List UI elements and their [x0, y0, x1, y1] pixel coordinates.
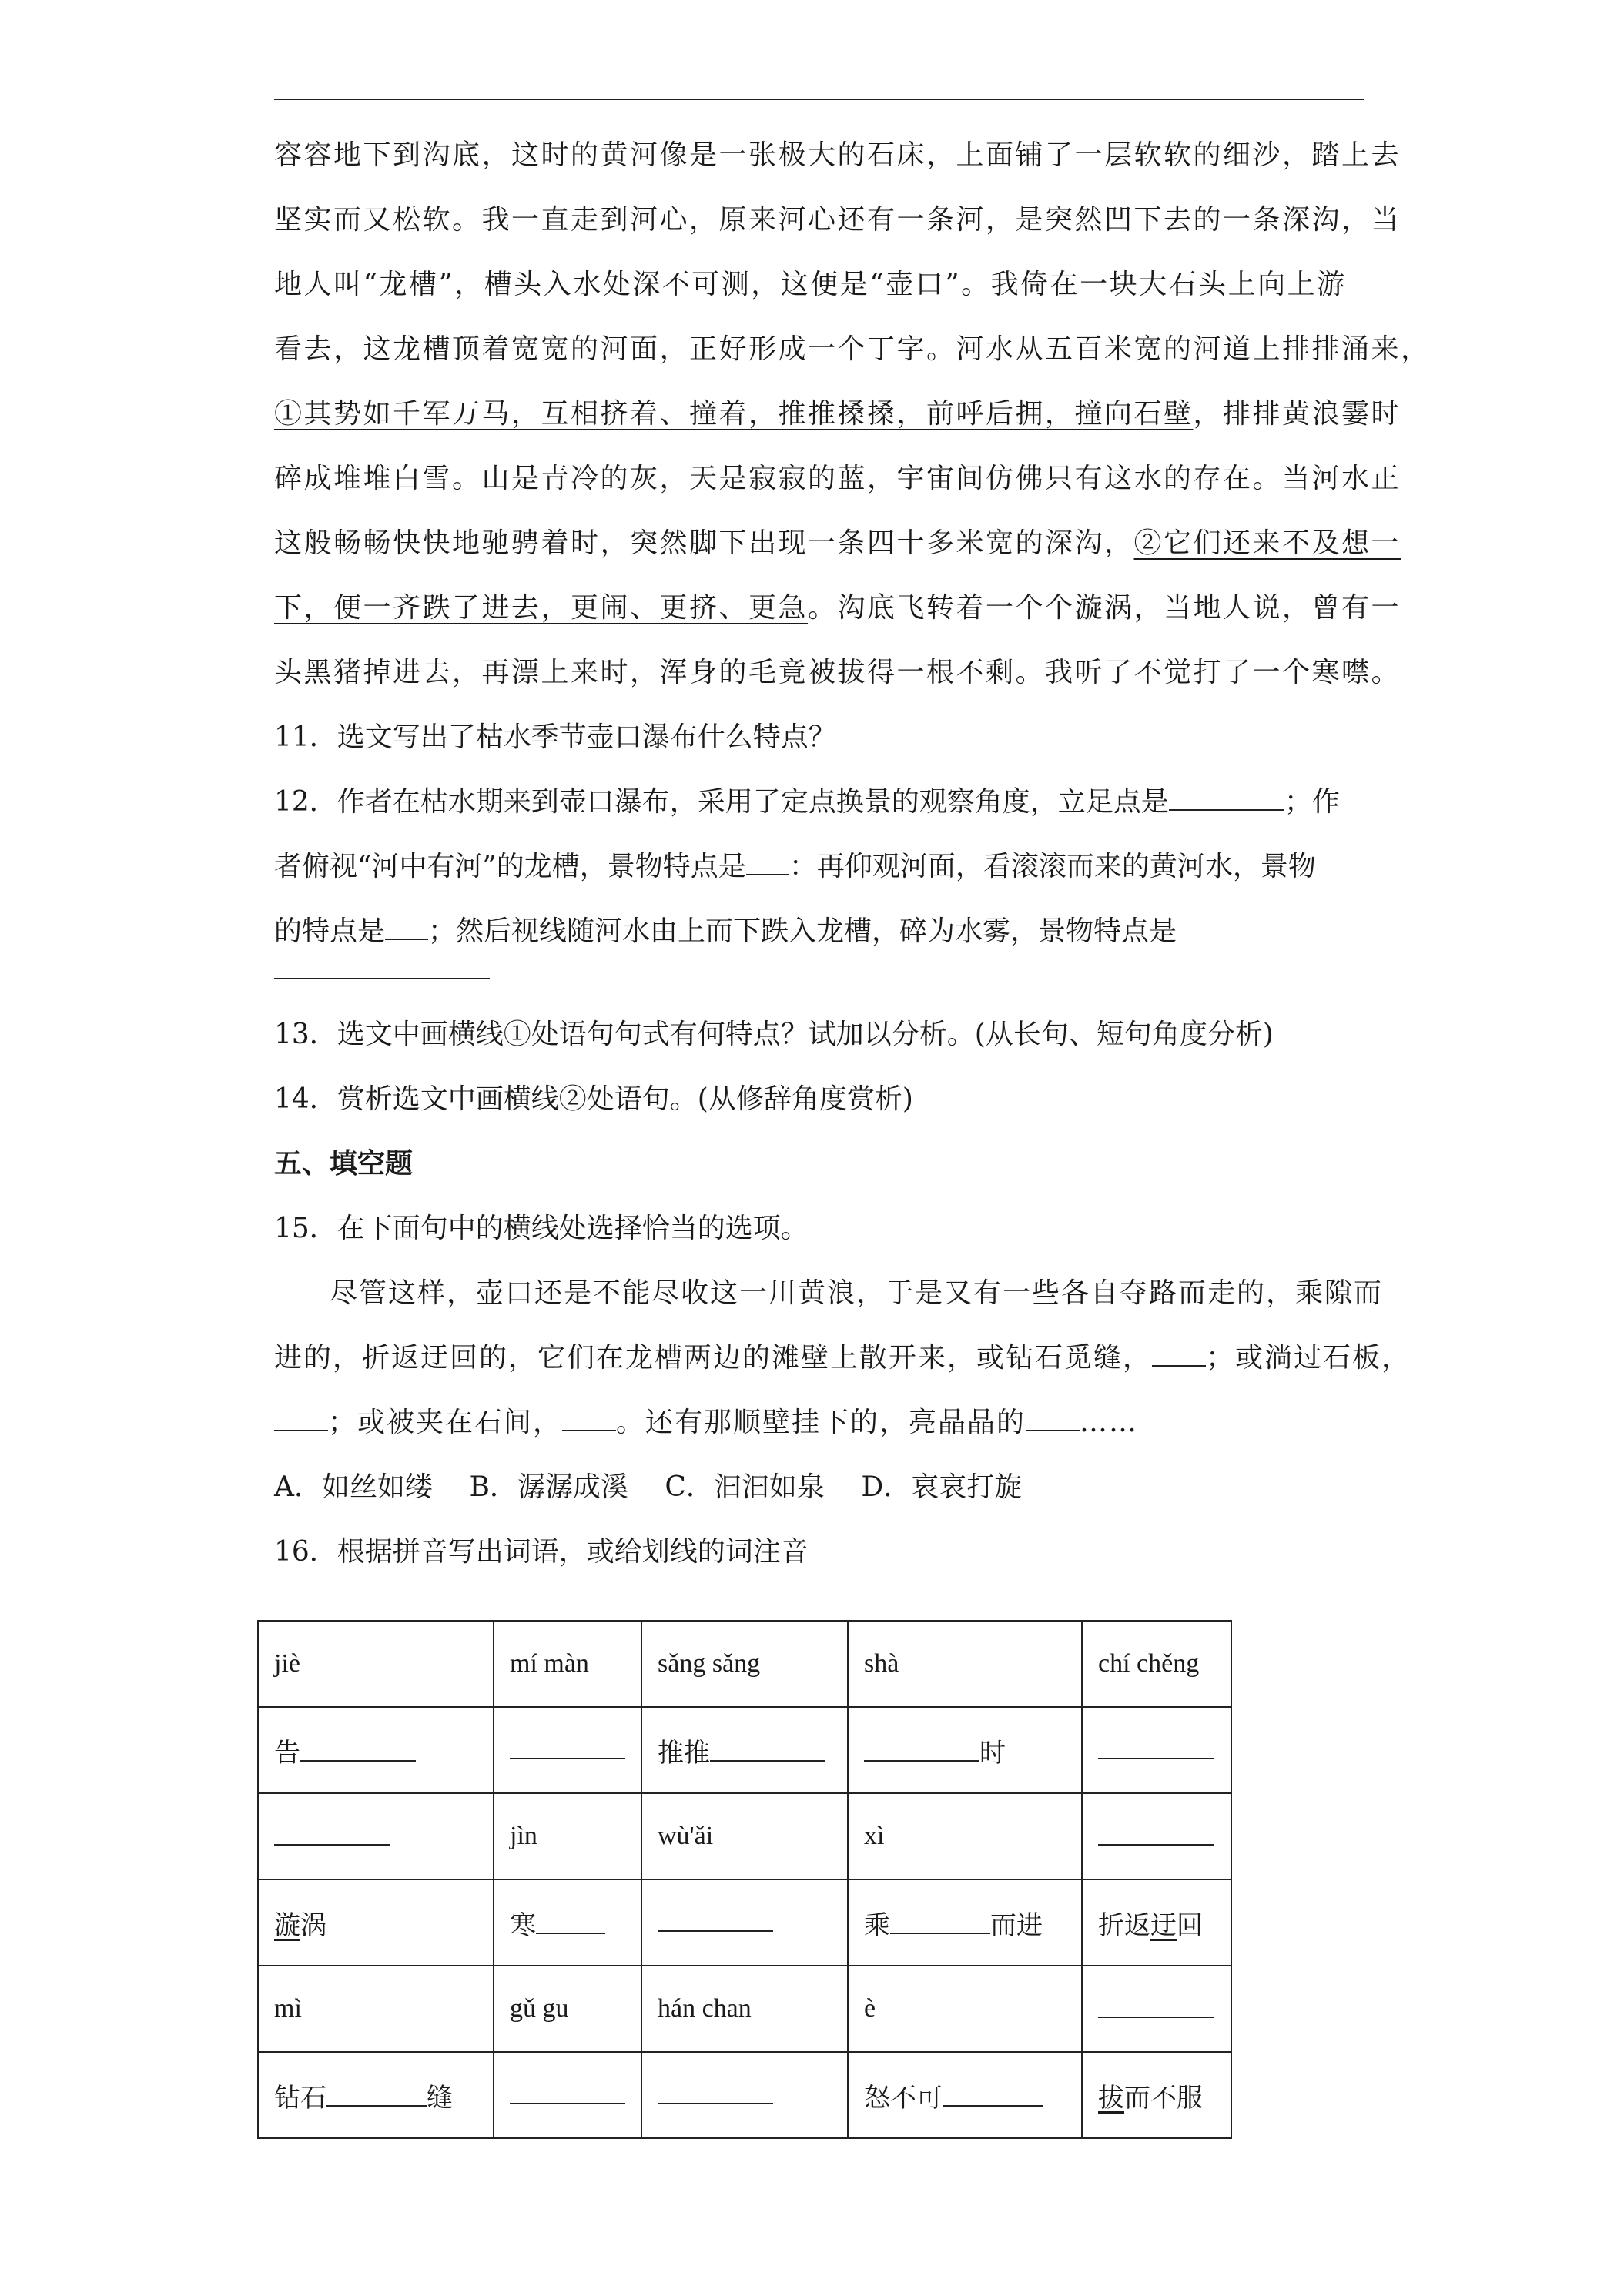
option-c[interactable]: C．汩汩如泉 — [665, 1471, 825, 1503]
answer-blank[interactable] — [1098, 1993, 1214, 2018]
table-cell[interactable]: 寒 — [494, 1879, 641, 1966]
table-row — [258, 1621, 1231, 1707]
question-14: 14．赏析选文中画横线②处语句。(从修辞角度赏析) — [274, 1083, 913, 1115]
header-rule — [274, 99, 1364, 100]
answer-blank[interactable] — [658, 1907, 773, 1932]
table-cell[interactable]: 时 — [848, 1707, 1082, 1793]
answer-blank[interactable] — [746, 851, 789, 875]
question-13: 13．选文中画横线①处语句句式有何特点？试加以分析。(从长句、短句角度分析) — [274, 1019, 1274, 1050]
answer-blank[interactable] — [326, 2082, 427, 2107]
table-cell: shà — [848, 1621, 1082, 1707]
table-cell: 折返迂回 — [1082, 1879, 1231, 1966]
table-cell: wù'ǎi — [641, 1793, 848, 1879]
table-row — [258, 1966, 1231, 2052]
table-cell[interactable] — [494, 2052, 641, 2138]
answer-blank[interactable] — [658, 2080, 773, 2104]
table-row — [258, 1707, 1231, 1793]
answer-blank[interactable] — [1169, 786, 1284, 811]
question-11: 11．选文写出了枯水季节壶口瀑布什么特点？ — [274, 721, 836, 753]
passage-line: 头黑猪掉进去，再漂上来时，浑身的毛竟被拔得一根不剩。我听了不觉打了一个寒噤。 — [274, 657, 1401, 688]
passage-line: 下，便一齐跌了进去，更闹、更挤、更急。沟底飞转着一个个漩涡，当地人说，曾有一 — [274, 592, 1401, 624]
table-cell[interactable] — [1082, 1793, 1231, 1879]
passage-line: 看去，这龙槽顶着宽宽的河面，正好形成一个丁字。河水从五百米宽的河道上排排涌来， — [274, 333, 1431, 365]
table-cell: 漩涡 — [258, 1879, 494, 1966]
answer-blank[interactable] — [385, 915, 428, 940]
answer-blank[interactable] — [510, 1735, 625, 1759]
table-cell[interactable]: 告 — [258, 1707, 494, 1793]
question-12-cont: 的特点是 ；然后视线随河水由上而下跌入龙槽，碎为水雾，景物特点是 — [274, 915, 1177, 947]
table-cell: sǎng sǎng — [641, 1621, 848, 1707]
table-row — [258, 2052, 1231, 2138]
answer-blank-line[interactable] — [274, 978, 490, 979]
question-12: 12．作者在枯水期来到壶口瀑布，采用了定点换景的观察角度，立足点是 ；作 — [274, 786, 1340, 818]
table-cell: mì — [258, 1966, 494, 2052]
table-cell: chí chěng — [1082, 1621, 1231, 1707]
table-cell: è — [848, 1966, 1082, 2052]
page-content — [274, 123, 1431, 1585]
fill-passage-line: 进的，折返迂回的，它们在龙槽两边的滩壁上散开来，或钻石觅缝， ；或淌过石板， — [274, 1342, 1411, 1374]
table-cell: xì — [848, 1793, 1082, 1879]
underlined-sentence-2-cont: 下，便一齐跌了进去，更闹、更挤、更急 — [274, 592, 809, 624]
section-title: 五、填空题 — [274, 1148, 414, 1180]
question-16: 16．根据拼音写出词语，或给划线的词注音 — [274, 1536, 809, 1568]
option-d[interactable]: D．哀哀打旋 — [861, 1471, 1023, 1503]
table-cell[interactable]: 钻石 缝 — [258, 2052, 494, 2138]
table-cell[interactable]: 推推 — [641, 1707, 848, 1793]
table-cell: gǔ gu — [494, 1966, 641, 2052]
answer-options — [274, 1455, 1364, 1520]
table-cell: hán chan — [641, 1966, 848, 2052]
answer-blank[interactable] — [510, 2080, 625, 2104]
table-cell[interactable] — [641, 2052, 848, 2138]
passage-line: ①其势如千军万马，互相挤着、撞着，推推搡搡，前呼后拥，撞向石壁，排排黄浪霎时 — [274, 398, 1401, 430]
table-cell[interactable] — [494, 1707, 641, 1793]
fill-passage-line: ；或被夹在石间， 。还有那顺壁挂下的，亮晶晶的 …… — [274, 1391, 1364, 1455]
table-cell[interactable]: 乘 而进 — [848, 1879, 1082, 1966]
passage-line: 地人叫“龙槽”，槽头入水处深不可测，这便是“壶口”。我倚在一块大石头上向上游 — [274, 269, 1347, 300]
passage-line: 容容地下到沟底，这时的黄河像是一张极大的石床，上面铺了一层软软的细沙，踏上去 — [274, 139, 1401, 171]
table-cell[interactable] — [641, 1879, 848, 1966]
reading-passage — [274, 123, 1431, 705]
question-15: 15．在下面句中的横线处选择恰当的选项。 — [274, 1213, 809, 1244]
answer-blank[interactable] — [1026, 1407, 1080, 1431]
underlined-sentence-2: ②它们还来不及想一 — [1133, 527, 1401, 559]
answer-blank[interactable] — [274, 1821, 390, 1846]
answer-blank[interactable] — [562, 1407, 616, 1431]
table-cell[interactable] — [1082, 1707, 1231, 1793]
fill-passage-line: 尽管这样，壶口还是不能尽收这一川黄浪，于是又有一些各自夺路而走的，乘隙而 — [330, 1277, 1384, 1309]
option-b[interactable]: B．潺潺成溪 — [469, 1471, 628, 1503]
table-cell[interactable] — [1082, 1966, 1231, 2052]
answer-blank[interactable] — [890, 1909, 990, 1934]
passage-line: 这般畅畅快快地驰骋着时，突然脚下出现一条四十多米宽的深沟，②它们还来不及想一 — [274, 527, 1401, 559]
answer-blank[interactable] — [710, 1737, 825, 1762]
answer-blank[interactable] — [1098, 1821, 1214, 1846]
answer-blank[interactable] — [536, 1909, 605, 1934]
answer-blank[interactable] — [943, 2082, 1043, 2107]
answer-blank[interactable] — [1098, 1735, 1214, 1759]
table-cell[interactable]: 怒不可 — [848, 2052, 1082, 2138]
question-12-cont: 者俯视“河中有河”的龙槽，景物特点是 ：再仰观河面，看滚滚而来的黄河水，景物 — [274, 851, 1316, 882]
fill-passage — [274, 1261, 1411, 1455]
table-cell: mí màn — [494, 1621, 641, 1707]
table-cell: 拔而不服 — [1082, 2052, 1231, 2138]
underlined-sentence-1: ①其势如千军万马，互相挤着、撞着，推推搡搡，前呼后拥，撞向石壁 — [274, 398, 1194, 430]
option-a[interactable]: A．如丝如缕 — [274, 1471, 433, 1503]
answer-blank[interactable] — [300, 1737, 416, 1762]
table-row — [258, 1793, 1231, 1879]
table-row — [258, 1879, 1231, 1966]
passage-line: 碎成堆堆白雪。山是青冷的灰，天是寂寂的蓝，宇宙间仿佛只有这水的存在。当河水正 — [274, 463, 1401, 494]
answer-blank[interactable] — [864, 1737, 979, 1762]
passage-line: 坚实而又松软。我一直走到河心，原来河心还有一条河，是突然凹下去的一条深沟，当 — [274, 204, 1401, 236]
table-cell: jiè — [258, 1621, 494, 1707]
answer-blank[interactable] — [274, 1407, 328, 1431]
table-cell[interactable] — [258, 1793, 494, 1879]
pinyin-table — [257, 1620, 1232, 2139]
answer-blank[interactable] — [1152, 1342, 1206, 1367]
table-cell: jìn — [494, 1793, 641, 1879]
